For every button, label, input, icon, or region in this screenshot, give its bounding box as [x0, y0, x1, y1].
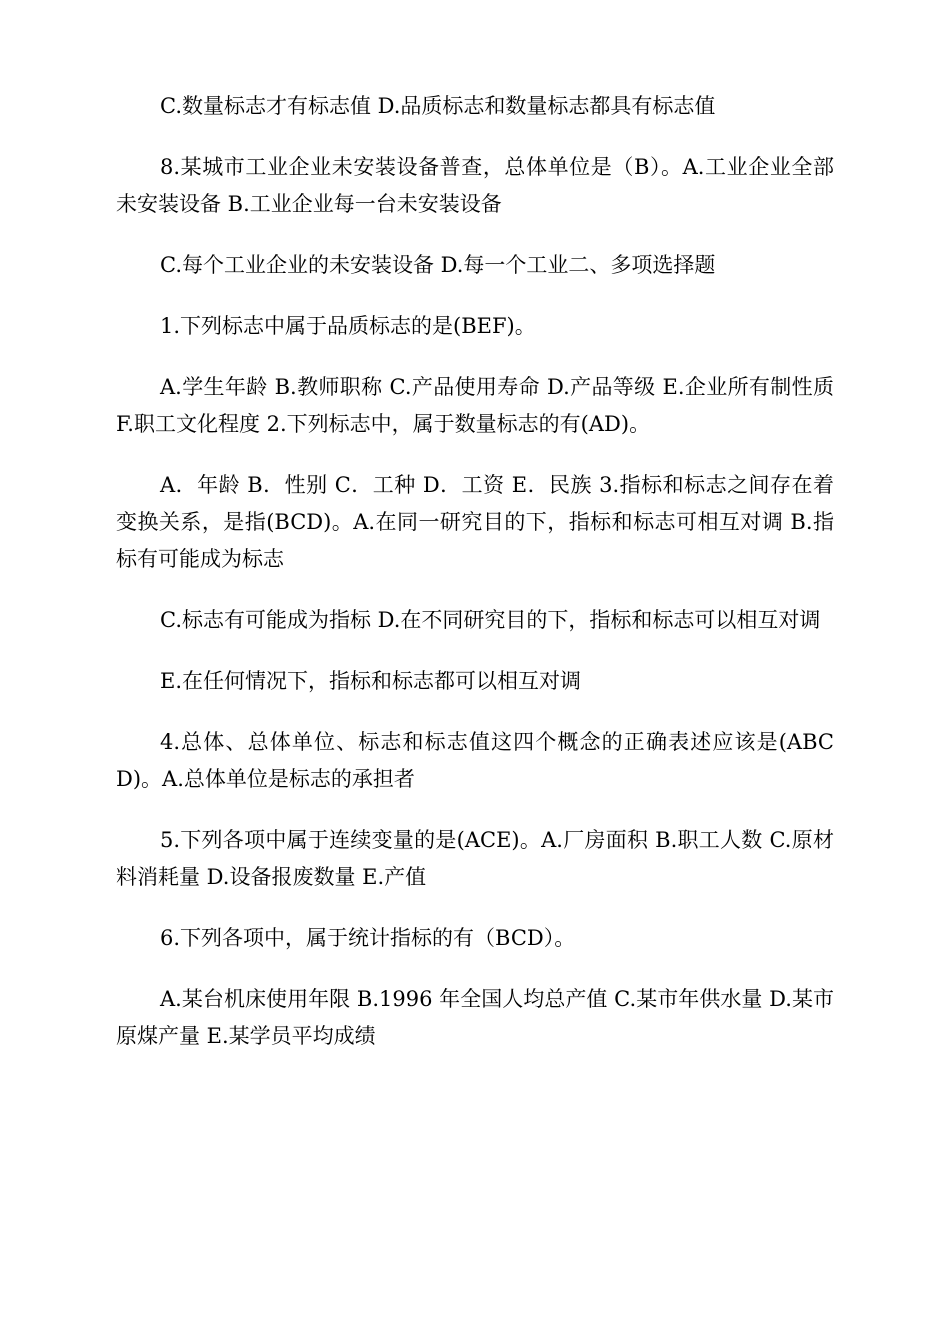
paragraph-2: 8.某城市工业企业未安装设备普查，总体单位是（B）。A.工业企业全部未安装设备 B.工业企业每一台未安装设备	[116, 155, 834, 216]
paragraph-10: 5.下列各项中属于连续变量的是(ACE)。A.厂房面积 B.职工人数 C.原材料消耗量 D.设备报废数量 E.产值	[116, 828, 834, 889]
paragraph-12: A.某台机床使用年限 B.1996 年全国人均总产值 C.某市年供水量 D.某市原煤产量 E.某学员平均成绩	[116, 987, 834, 1048]
paragraph-9: 4.总体、总体单位、标志和标志值这四个概念的正确表述应该是(ABCD)。A.总体单位是标志的承担者	[116, 730, 834, 791]
paragraph-8: E.在任何情况下，指标和标志都可以相互对调	[160, 669, 582, 693]
paragraph-1: C.数量标志才有标志值 D.品质标志和数量标志都具有标志值	[160, 94, 716, 118]
paragraph-7: C.标志有可能成为指标 D.在不同研究目的下，指标和标志可以相互对调	[160, 608, 821, 632]
paragraph-6: A．年龄 B．性别 C．工种 D．工资 E．民族 3.指标和标志之间存在着变换关系，是指(BCD)。A.在同一研究目的下，指标和标志可相互对调 B.指标有可能成为标志	[116, 473, 834, 571]
paragraph-11: 6.下列各项中，属于统计指标的有（BCD）。	[160, 926, 576, 950]
document-body	[116, 88, 834, 1079]
paragraph-3: C.每个工业企业的未安装设备 D.每一个工业二、多项选择题	[160, 253, 716, 277]
paragraph-4: 1.下列标志中属于品质标志的是(BEF)。	[160, 314, 536, 338]
paragraph-5: A.学生年龄 B.教师职称 C.产品使用寿命 D.产品等级 E.企业所有制性质 F.职工文化程度 2.下列标志中，属于数量标志的有(AD)。	[116, 375, 834, 436]
